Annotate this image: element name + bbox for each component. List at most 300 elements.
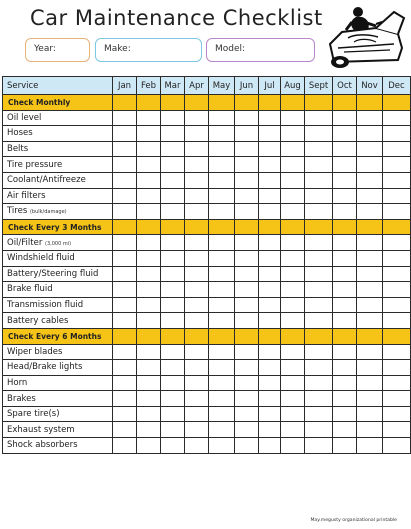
- month-check-cell[interactable]: [161, 250, 185, 266]
- month-check-cell[interactable]: [185, 266, 209, 282]
- month-check-cell[interactable]: [185, 391, 209, 407]
- service-label: Hoses: [7, 128, 33, 139]
- month-check-cell[interactable]: [259, 313, 281, 329]
- month-check-cell[interactable]: [113, 204, 137, 220]
- service-label: Tires: [7, 206, 28, 217]
- page-title: Car Maintenance Checklist: [30, 6, 323, 30]
- month-check-cell[interactable]: [235, 313, 259, 329]
- month-check-cell[interactable]: [185, 344, 209, 360]
- month-check-cell[interactable]: [209, 250, 235, 266]
- month-check-cell[interactable]: [185, 188, 209, 204]
- month-check-cell[interactable]: [305, 313, 333, 329]
- service-label: Tire pressure: [7, 159, 63, 170]
- month-check-cell[interactable]: [137, 344, 161, 360]
- month-check-cell[interactable]: [357, 375, 383, 391]
- month-check-cell[interactable]: [281, 235, 305, 251]
- month-check-cell[interactable]: [383, 204, 411, 220]
- month-check-cell[interactable]: [185, 204, 209, 220]
- month-check-cell[interactable]: [281, 157, 305, 173]
- month-check-cell[interactable]: [333, 266, 357, 282]
- month-check-cell[interactable]: [137, 438, 161, 454]
- month-check-cell[interactable]: [305, 344, 333, 360]
- month-check-cell[interactable]: [383, 391, 411, 407]
- service-label: Oil level: [7, 112, 42, 123]
- month-check-cell[interactable]: [161, 141, 185, 157]
- month-check-cell[interactable]: [357, 188, 383, 204]
- month-check-cell[interactable]: [113, 375, 137, 391]
- month-check-cell[interactable]: [357, 360, 383, 376]
- month-check-cell[interactable]: [235, 344, 259, 360]
- month-check-cell[interactable]: [357, 235, 383, 251]
- month-check-cell[interactable]: [235, 375, 259, 391]
- section-month-cell: [259, 219, 281, 235]
- month-check-cell[interactable]: [185, 141, 209, 157]
- make-label: Make: [104, 44, 128, 54]
- month-check-cell[interactable]: [281, 313, 305, 329]
- section-month-cell: [305, 95, 333, 111]
- month-header-dec: Dec: [383, 77, 411, 95]
- month-check-cell[interactable]: [259, 266, 281, 282]
- month-check-cell[interactable]: [357, 204, 383, 220]
- month-check-cell[interactable]: [333, 438, 357, 454]
- month-check-cell[interactable]: [281, 141, 305, 157]
- month-check-cell[interactable]: [113, 188, 137, 204]
- month-check-cell[interactable]: [137, 282, 161, 298]
- month-check-cell[interactable]: [235, 141, 259, 157]
- month-check-cell[interactable]: [185, 438, 209, 454]
- month-check-cell[interactable]: [137, 172, 161, 188]
- service-name-cell: [3, 391, 113, 407]
- month-check-cell[interactable]: [161, 235, 185, 251]
- month-check-cell[interactable]: [259, 250, 281, 266]
- table-row: [3, 141, 411, 157]
- month-check-cell[interactable]: [185, 250, 209, 266]
- month-check-cell[interactable]: [305, 375, 333, 391]
- month-check-cell[interactable]: [305, 422, 333, 438]
- month-check-cell[interactable]: [259, 406, 281, 422]
- service-column-header: Service: [3, 77, 113, 95]
- month-check-cell[interactable]: [185, 110, 209, 126]
- month-check-cell[interactable]: [333, 297, 357, 313]
- month-check-cell[interactable]: [113, 438, 137, 454]
- month-check-cell[interactable]: [161, 126, 185, 142]
- month-check-cell[interactable]: [259, 141, 281, 157]
- section-month-cell: [333, 328, 357, 344]
- month-check-cell[interactable]: [209, 344, 235, 360]
- month-check-cell[interactable]: [383, 297, 411, 313]
- month-check-cell[interactable]: [281, 266, 305, 282]
- month-check-cell[interactable]: [209, 406, 235, 422]
- month-check-cell[interactable]: [137, 250, 161, 266]
- month-check-cell[interactable]: [113, 126, 137, 142]
- month-check-cell[interactable]: [305, 141, 333, 157]
- month-check-cell[interactable]: [235, 422, 259, 438]
- month-check-cell[interactable]: [333, 406, 357, 422]
- service-label: Windshield fluid: [7, 253, 75, 264]
- table-row: [3, 391, 411, 407]
- month-check-cell[interactable]: [281, 438, 305, 454]
- month-check-cell[interactable]: [161, 204, 185, 220]
- month-check-cell[interactable]: [161, 438, 185, 454]
- month-check-cell[interactable]: [137, 126, 161, 142]
- month-check-cell[interactable]: [161, 344, 185, 360]
- month-check-cell[interactable]: [357, 406, 383, 422]
- month-check-cell[interactable]: [137, 157, 161, 173]
- month-check-cell[interactable]: [209, 360, 235, 376]
- month-header-feb: Feb: [137, 77, 161, 95]
- month-check-cell[interactable]: [259, 204, 281, 220]
- service-name-cell: [3, 204, 113, 220]
- service-label: Battery/Steering fluid: [7, 268, 99, 279]
- month-check-cell[interactable]: [113, 266, 137, 282]
- month-check-cell[interactable]: [113, 250, 137, 266]
- month-check-cell[interactable]: [259, 282, 281, 298]
- month-check-cell[interactable]: [209, 141, 235, 157]
- month-check-cell[interactable]: [113, 422, 137, 438]
- month-check-cell[interactable]: [137, 422, 161, 438]
- month-check-cell[interactable]: [383, 360, 411, 376]
- month-check-cell[interactable]: [357, 297, 383, 313]
- month-check-cell[interactable]: [113, 235, 137, 251]
- section-heading: Check Every 6 Months: [3, 328, 113, 344]
- month-check-cell[interactable]: [137, 188, 161, 204]
- month-check-cell[interactable]: [209, 110, 235, 126]
- month-check-cell[interactable]: [383, 406, 411, 422]
- month-check-cell[interactable]: [113, 313, 137, 329]
- month-check-cell[interactable]: [281, 172, 305, 188]
- month-check-cell[interactable]: [113, 157, 137, 173]
- month-check-cell[interactable]: [333, 313, 357, 329]
- month-check-cell[interactable]: [281, 375, 305, 391]
- table-row: [3, 360, 411, 376]
- month-check-cell[interactable]: [305, 126, 333, 142]
- service-label: Shock absorbers: [7, 440, 78, 451]
- month-check-cell[interactable]: [113, 406, 137, 422]
- section-heading: Check Every 3 Months: [3, 219, 113, 235]
- section-month-cell: [137, 95, 161, 111]
- month-check-cell[interactable]: [305, 172, 333, 188]
- month-check-cell[interactable]: [333, 126, 357, 142]
- month-check-cell[interactable]: [357, 391, 383, 407]
- month-check-cell[interactable]: [383, 235, 411, 251]
- month-check-cell[interactable]: [383, 422, 411, 438]
- month-check-cell[interactable]: [357, 110, 383, 126]
- month-check-cell[interactable]: [333, 375, 357, 391]
- service-label: Battery cables: [7, 315, 69, 326]
- month-check-cell[interactable]: [357, 126, 383, 142]
- month-check-cell[interactable]: [383, 282, 411, 298]
- month-check-cell[interactable]: [137, 235, 161, 251]
- month-check-cell[interactable]: [383, 375, 411, 391]
- service-name-cell: [3, 422, 113, 438]
- service-name-cell: [3, 313, 113, 329]
- month-check-cell[interactable]: [281, 204, 305, 220]
- month-check-cell[interactable]: [137, 406, 161, 422]
- month-check-cell[interactable]: [281, 250, 305, 266]
- month-check-cell[interactable]: [235, 126, 259, 142]
- section-month-cell: [209, 219, 235, 235]
- month-check-cell[interactable]: [383, 250, 411, 266]
- month-check-cell[interactable]: [161, 188, 185, 204]
- month-check-cell[interactable]: [333, 188, 357, 204]
- month-check-cell[interactable]: [333, 282, 357, 298]
- month-check-cell[interactable]: [137, 297, 161, 313]
- month-check-cell[interactable]: [161, 406, 185, 422]
- month-check-cell[interactable]: [259, 297, 281, 313]
- month-check-cell[interactable]: [185, 282, 209, 298]
- month-check-cell[interactable]: [113, 391, 137, 407]
- month-check-cell[interactable]: [235, 406, 259, 422]
- service-label: Exhaust system: [7, 424, 75, 435]
- month-check-cell[interactable]: [357, 157, 383, 173]
- section-month-cell: [305, 219, 333, 235]
- model-field[interactable]: Model:: [206, 38, 315, 62]
- month-check-cell[interactable]: [185, 406, 209, 422]
- month-check-cell[interactable]: [137, 266, 161, 282]
- month-check-cell[interactable]: [259, 360, 281, 376]
- month-check-cell[interactable]: [281, 344, 305, 360]
- month-check-cell[interactable]: [161, 266, 185, 282]
- month-check-cell[interactable]: [185, 360, 209, 376]
- month-check-cell[interactable]: [259, 375, 281, 391]
- month-check-cell[interactable]: [259, 391, 281, 407]
- month-check-cell[interactable]: [185, 157, 209, 173]
- month-check-cell[interactable]: [357, 250, 383, 266]
- month-check-cell[interactable]: [333, 204, 357, 220]
- month-check-cell[interactable]: [209, 422, 235, 438]
- month-check-cell[interactable]: [113, 297, 137, 313]
- month-check-cell[interactable]: [305, 157, 333, 173]
- footer-credit: May.megusty organizational printable: [310, 518, 397, 523]
- month-check-cell[interactable]: [235, 172, 259, 188]
- month-check-cell[interactable]: [383, 344, 411, 360]
- month-check-cell[interactable]: [259, 157, 281, 173]
- month-check-cell[interactable]: [383, 313, 411, 329]
- month-check-cell[interactable]: [259, 172, 281, 188]
- month-check-cell[interactable]: [259, 126, 281, 142]
- month-check-cell[interactable]: [281, 360, 305, 376]
- month-check-cell[interactable]: [137, 110, 161, 126]
- month-check-cell[interactable]: [357, 422, 383, 438]
- month-check-cell[interactable]: [305, 188, 333, 204]
- month-check-cell[interactable]: [305, 406, 333, 422]
- month-check-cell[interactable]: [333, 141, 357, 157]
- month-check-cell[interactable]: [357, 438, 383, 454]
- month-check-cell[interactable]: [209, 313, 235, 329]
- month-check-cell[interactable]: [333, 391, 357, 407]
- month-check-cell[interactable]: [281, 297, 305, 313]
- month-check-cell[interactable]: [333, 110, 357, 126]
- month-check-cell[interactable]: [305, 110, 333, 126]
- month-check-cell[interactable]: [185, 126, 209, 142]
- service-name-cell: [3, 188, 113, 204]
- month-check-cell[interactable]: [137, 391, 161, 407]
- table-row: [3, 110, 411, 126]
- month-check-cell[interactable]: [161, 391, 185, 407]
- month-check-cell[interactable]: [281, 110, 305, 126]
- month-check-cell[interactable]: [209, 204, 235, 220]
- month-check-cell[interactable]: [209, 438, 235, 454]
- month-check-cell[interactable]: [305, 282, 333, 298]
- section-month-cell: [161, 219, 185, 235]
- month-check-cell[interactable]: [209, 126, 235, 142]
- month-check-cell[interactable]: [259, 188, 281, 204]
- month-check-cell[interactable]: [305, 297, 333, 313]
- month-check-cell[interactable]: [305, 235, 333, 251]
- month-check-cell[interactable]: [209, 266, 235, 282]
- month-check-cell[interactable]: [333, 360, 357, 376]
- month-header-nov: Nov: [357, 77, 383, 95]
- month-check-cell[interactable]: [281, 282, 305, 298]
- month-check-cell[interactable]: [259, 344, 281, 360]
- month-check-cell[interactable]: [357, 141, 383, 157]
- month-check-cell[interactable]: [137, 360, 161, 376]
- month-check-cell[interactable]: [259, 110, 281, 126]
- table-row: [3, 438, 411, 454]
- table-row: [3, 250, 411, 266]
- month-check-cell[interactable]: [161, 360, 185, 376]
- month-check-cell[interactable]: [281, 126, 305, 142]
- month-check-cell[interactable]: [161, 297, 185, 313]
- month-check-cell[interactable]: [383, 266, 411, 282]
- month-check-cell[interactable]: [333, 422, 357, 438]
- table-row: [3, 313, 411, 329]
- month-check-cell[interactable]: [209, 188, 235, 204]
- month-check-cell[interactable]: [281, 406, 305, 422]
- section-month-cell: [235, 219, 259, 235]
- month-check-cell[interactable]: [383, 157, 411, 173]
- month-check-cell[interactable]: [137, 313, 161, 329]
- section-header-row: [3, 219, 411, 235]
- month-check-cell[interactable]: [235, 188, 259, 204]
- month-check-cell[interactable]: [235, 360, 259, 376]
- month-check-cell[interactable]: [305, 360, 333, 376]
- service-name-cell: [3, 360, 113, 376]
- month-check-cell[interactable]: [137, 204, 161, 220]
- table-row: [3, 172, 411, 188]
- service-note: (bulk/damage): [29, 209, 67, 216]
- month-check-cell[interactable]: [333, 172, 357, 188]
- month-check-cell[interactable]: [235, 266, 259, 282]
- month-check-cell[interactable]: [281, 391, 305, 407]
- month-check-cell[interactable]: [161, 422, 185, 438]
- month-check-cell[interactable]: [357, 282, 383, 298]
- month-check-cell[interactable]: [259, 438, 281, 454]
- month-check-cell[interactable]: [305, 204, 333, 220]
- month-check-cell[interactable]: [357, 266, 383, 282]
- month-check-cell[interactable]: [185, 235, 209, 251]
- table-row: [3, 297, 411, 313]
- month-check-cell[interactable]: [259, 235, 281, 251]
- month-check-cell[interactable]: [235, 297, 259, 313]
- month-check-cell[interactable]: [185, 297, 209, 313]
- month-check-cell[interactable]: [333, 344, 357, 360]
- month-check-cell[interactable]: [259, 422, 281, 438]
- service-name-cell: [3, 266, 113, 282]
- month-check-cell[interactable]: [209, 375, 235, 391]
- month-check-cell[interactable]: [305, 438, 333, 454]
- month-check-cell[interactable]: [235, 110, 259, 126]
- month-check-cell[interactable]: [185, 172, 209, 188]
- month-check-cell[interactable]: [235, 391, 259, 407]
- year-field[interactable]: Year:: [25, 38, 90, 62]
- month-check-cell[interactable]: [383, 188, 411, 204]
- month-check-cell[interactable]: [383, 172, 411, 188]
- section-month-cell: [209, 95, 235, 111]
- month-check-cell[interactable]: [383, 141, 411, 157]
- month-check-cell[interactable]: [113, 344, 137, 360]
- month-check-cell[interactable]: [209, 297, 235, 313]
- month-check-cell[interactable]: [113, 282, 137, 298]
- month-check-cell[interactable]: [235, 250, 259, 266]
- month-check-cell[interactable]: [235, 438, 259, 454]
- month-check-cell[interactable]: [161, 172, 185, 188]
- month-check-cell[interactable]: [333, 235, 357, 251]
- month-check-cell[interactable]: [113, 172, 137, 188]
- section-month-cell: [161, 95, 185, 111]
- month-check-cell[interactable]: [137, 375, 161, 391]
- make-field[interactable]: Make:: [95, 38, 202, 62]
- month-check-cell[interactable]: [357, 172, 383, 188]
- month-check-cell[interactable]: [137, 141, 161, 157]
- month-check-cell[interactable]: [113, 360, 137, 376]
- month-check-cell[interactable]: [161, 375, 185, 391]
- month-check-cell[interactable]: [209, 282, 235, 298]
- month-check-cell[interactable]: [209, 391, 235, 407]
- month-check-cell[interactable]: [209, 235, 235, 251]
- section-month-cell: [383, 95, 411, 111]
- month-check-cell[interactable]: [235, 235, 259, 251]
- month-check-cell[interactable]: [383, 438, 411, 454]
- month-check-cell[interactable]: [161, 157, 185, 173]
- month-check-cell[interactable]: [305, 266, 333, 282]
- month-check-cell[interactable]: [161, 110, 185, 126]
- month-check-cell[interactable]: [281, 422, 305, 438]
- section-month-cell: [235, 328, 259, 344]
- month-check-cell[interactable]: [333, 157, 357, 173]
- month-check-cell[interactable]: [235, 157, 259, 173]
- month-check-cell[interactable]: [305, 250, 333, 266]
- month-check-cell[interactable]: [333, 250, 357, 266]
- month-check-cell[interactable]: [281, 188, 305, 204]
- month-check-cell[interactable]: [185, 422, 209, 438]
- month-check-cell[interactable]: [209, 172, 235, 188]
- month-check-cell[interactable]: [357, 344, 383, 360]
- month-check-cell[interactable]: [185, 375, 209, 391]
- month-check-cell[interactable]: [383, 126, 411, 142]
- table-header-row: [3, 77, 411, 95]
- section-month-cell: [209, 328, 235, 344]
- section-month-cell: [259, 328, 281, 344]
- month-check-cell[interactable]: [161, 313, 185, 329]
- service-label: Oil/Filter: [7, 237, 43, 248]
- month-check-cell[interactable]: [185, 313, 209, 329]
- section-month-cell: [357, 95, 383, 111]
- month-check-cell[interactable]: [305, 391, 333, 407]
- month-check-cell[interactable]: [161, 282, 185, 298]
- month-check-cell[interactable]: [235, 282, 259, 298]
- month-check-cell[interactable]: [209, 157, 235, 173]
- month-check-cell[interactable]: [235, 204, 259, 220]
- service-name-cell: [3, 406, 113, 422]
- month-check-cell[interactable]: [357, 313, 383, 329]
- maintenance-table: [2, 76, 411, 454]
- month-check-cell[interactable]: [113, 110, 137, 126]
- month-check-cell[interactable]: [383, 110, 411, 126]
- section-month-cell: [383, 219, 411, 235]
- service-name-cell: [3, 235, 113, 251]
- month-check-cell[interactable]: [113, 141, 137, 157]
